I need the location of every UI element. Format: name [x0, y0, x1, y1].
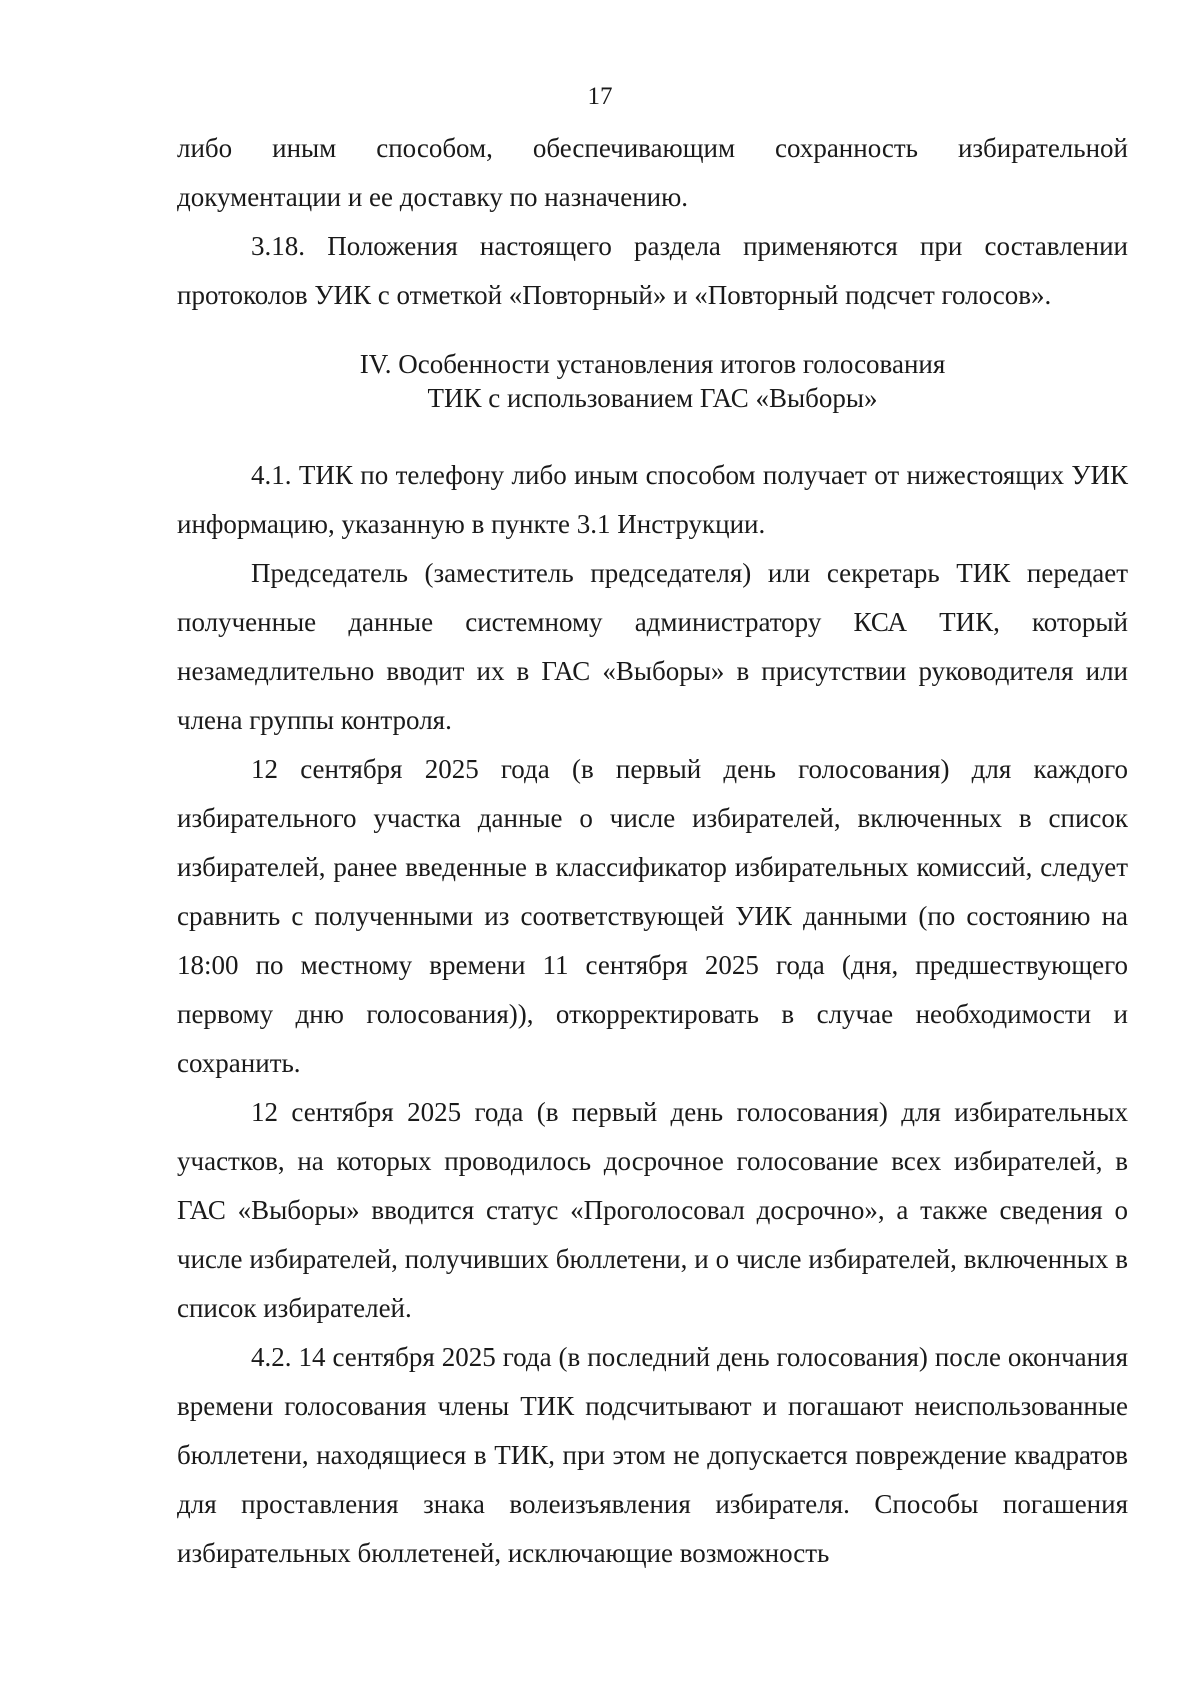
section-heading-line-2: ТИК с использованием ГАС «Выборы»	[427, 383, 878, 413]
paragraph-chairman: Председатель (заместитель председателя) или секретарь ТИК передает полученные данные системному администратору КСА ТИК, который незамедлительно вводит их в ГАС «Выборы» в присутствии руководителя или члена группы контроля.	[177, 558, 1128, 735]
paragraph-continuation: либо иным способом, обеспечивающим сохранность избирательной документации и ее доставку по назначению.	[177, 133, 1128, 212]
paragraph-sept-12-early-voting: 12 сентября 2025 года (в первый день голосования) для избирательных участков, на которых проводилось досрочное голосование всех избирателей, в ГАС «Выборы» вводится статус «Проголосовал досрочно», а также сведения о числе избирателей, получивших бюллетени, и о числе избирателей, включенных в список избирателей.	[177, 1097, 1128, 1323]
document-body	[177, 124, 1128, 1578]
paragraph-sept-12-voter-count: 12 сентября 2025 года (в первый день голосования) для каждого избирательного участка данные о числе избирателей, включенных в список избирателей, ранее введенные в классификатор избирательных комиссий, следует сравнить с полученными из соответствующей УИК данными (по состоянию на 18:00 по местному времени 11 сентября 2025 года (дня, предшествующего первому дню голосования)), откорректировать в случае необходимости и сохранить.	[177, 754, 1128, 1078]
paragraph-4-2: 4.2. 14 сентября 2025 года (в последний день голосования) после окончания времени голосования члены ТИК подсчитывают и погашают неиспользованные бюллетени, находящиеся в ТИК, при этом не допускается повреждение квадратов для проставления знака волеизъявления избирателя. Способы погашения избирательных бюллетеней, исключающие возможность	[177, 1342, 1128, 1568]
paragraph-4-1: 4.1. ТИК по телефону либо иным способом получает от нижестоящих УИК информацию, указанную в пункте 3.1 Инструкции.	[177, 460, 1128, 539]
paragraph-3-18: 3.18. Положения настоящего раздела применяются при составлении протоколов УИК с отметкой «Повторный» и «Повторный подсчет голосов».	[177, 231, 1128, 310]
section-heading	[177, 347, 1128, 415]
page-number: 17	[587, 83, 613, 110]
section-heading-line-1: IV. Особенности установления итогов голосования	[359, 349, 946, 379]
